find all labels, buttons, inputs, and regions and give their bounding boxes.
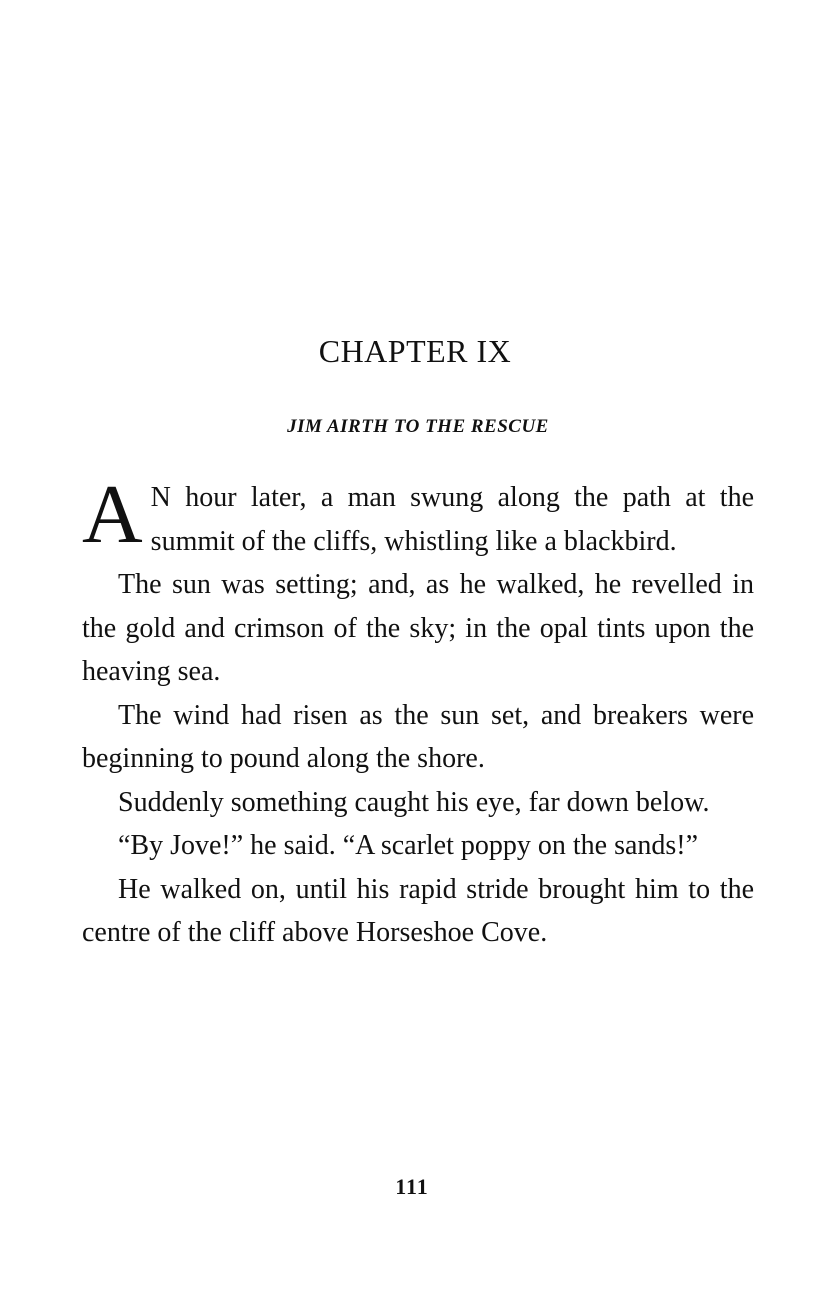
paragraph-first-text: N hour later, a man swung along the path at the summit of the cliffs, whistling like a blackbird.	[150, 482, 754, 557]
chapter-title: CHAPTER IX	[318, 333, 512, 369]
chapter-subtitle: JIM AIRTH TO THE RESCUE	[287, 416, 549, 437]
page-number: 111	[395, 1174, 429, 1199]
paragraph-first	[82, 468, 754, 563]
drop-cap: A	[82, 468, 143, 561]
body-text	[82, 468, 754, 955]
paragraph: “By Jove!” he said. “A scarlet poppy on the sands!”	[118, 830, 699, 861]
paragraph: He walked on, until his rapid stride brought him to the centre of the cliff above Horseshoe Cove.	[82, 873, 754, 948]
paragraph: The sun was setting; and, as he walked, he revelled in the gold and crimson of the sky; in the opal tints upon the heaving sea.	[82, 569, 754, 687]
paragraph: The wind had risen as the sun set, and breakers were beginning to pound along the shore.	[82, 699, 754, 774]
paragraph: Suddenly something caught his eye, far down below.	[118, 786, 710, 818]
